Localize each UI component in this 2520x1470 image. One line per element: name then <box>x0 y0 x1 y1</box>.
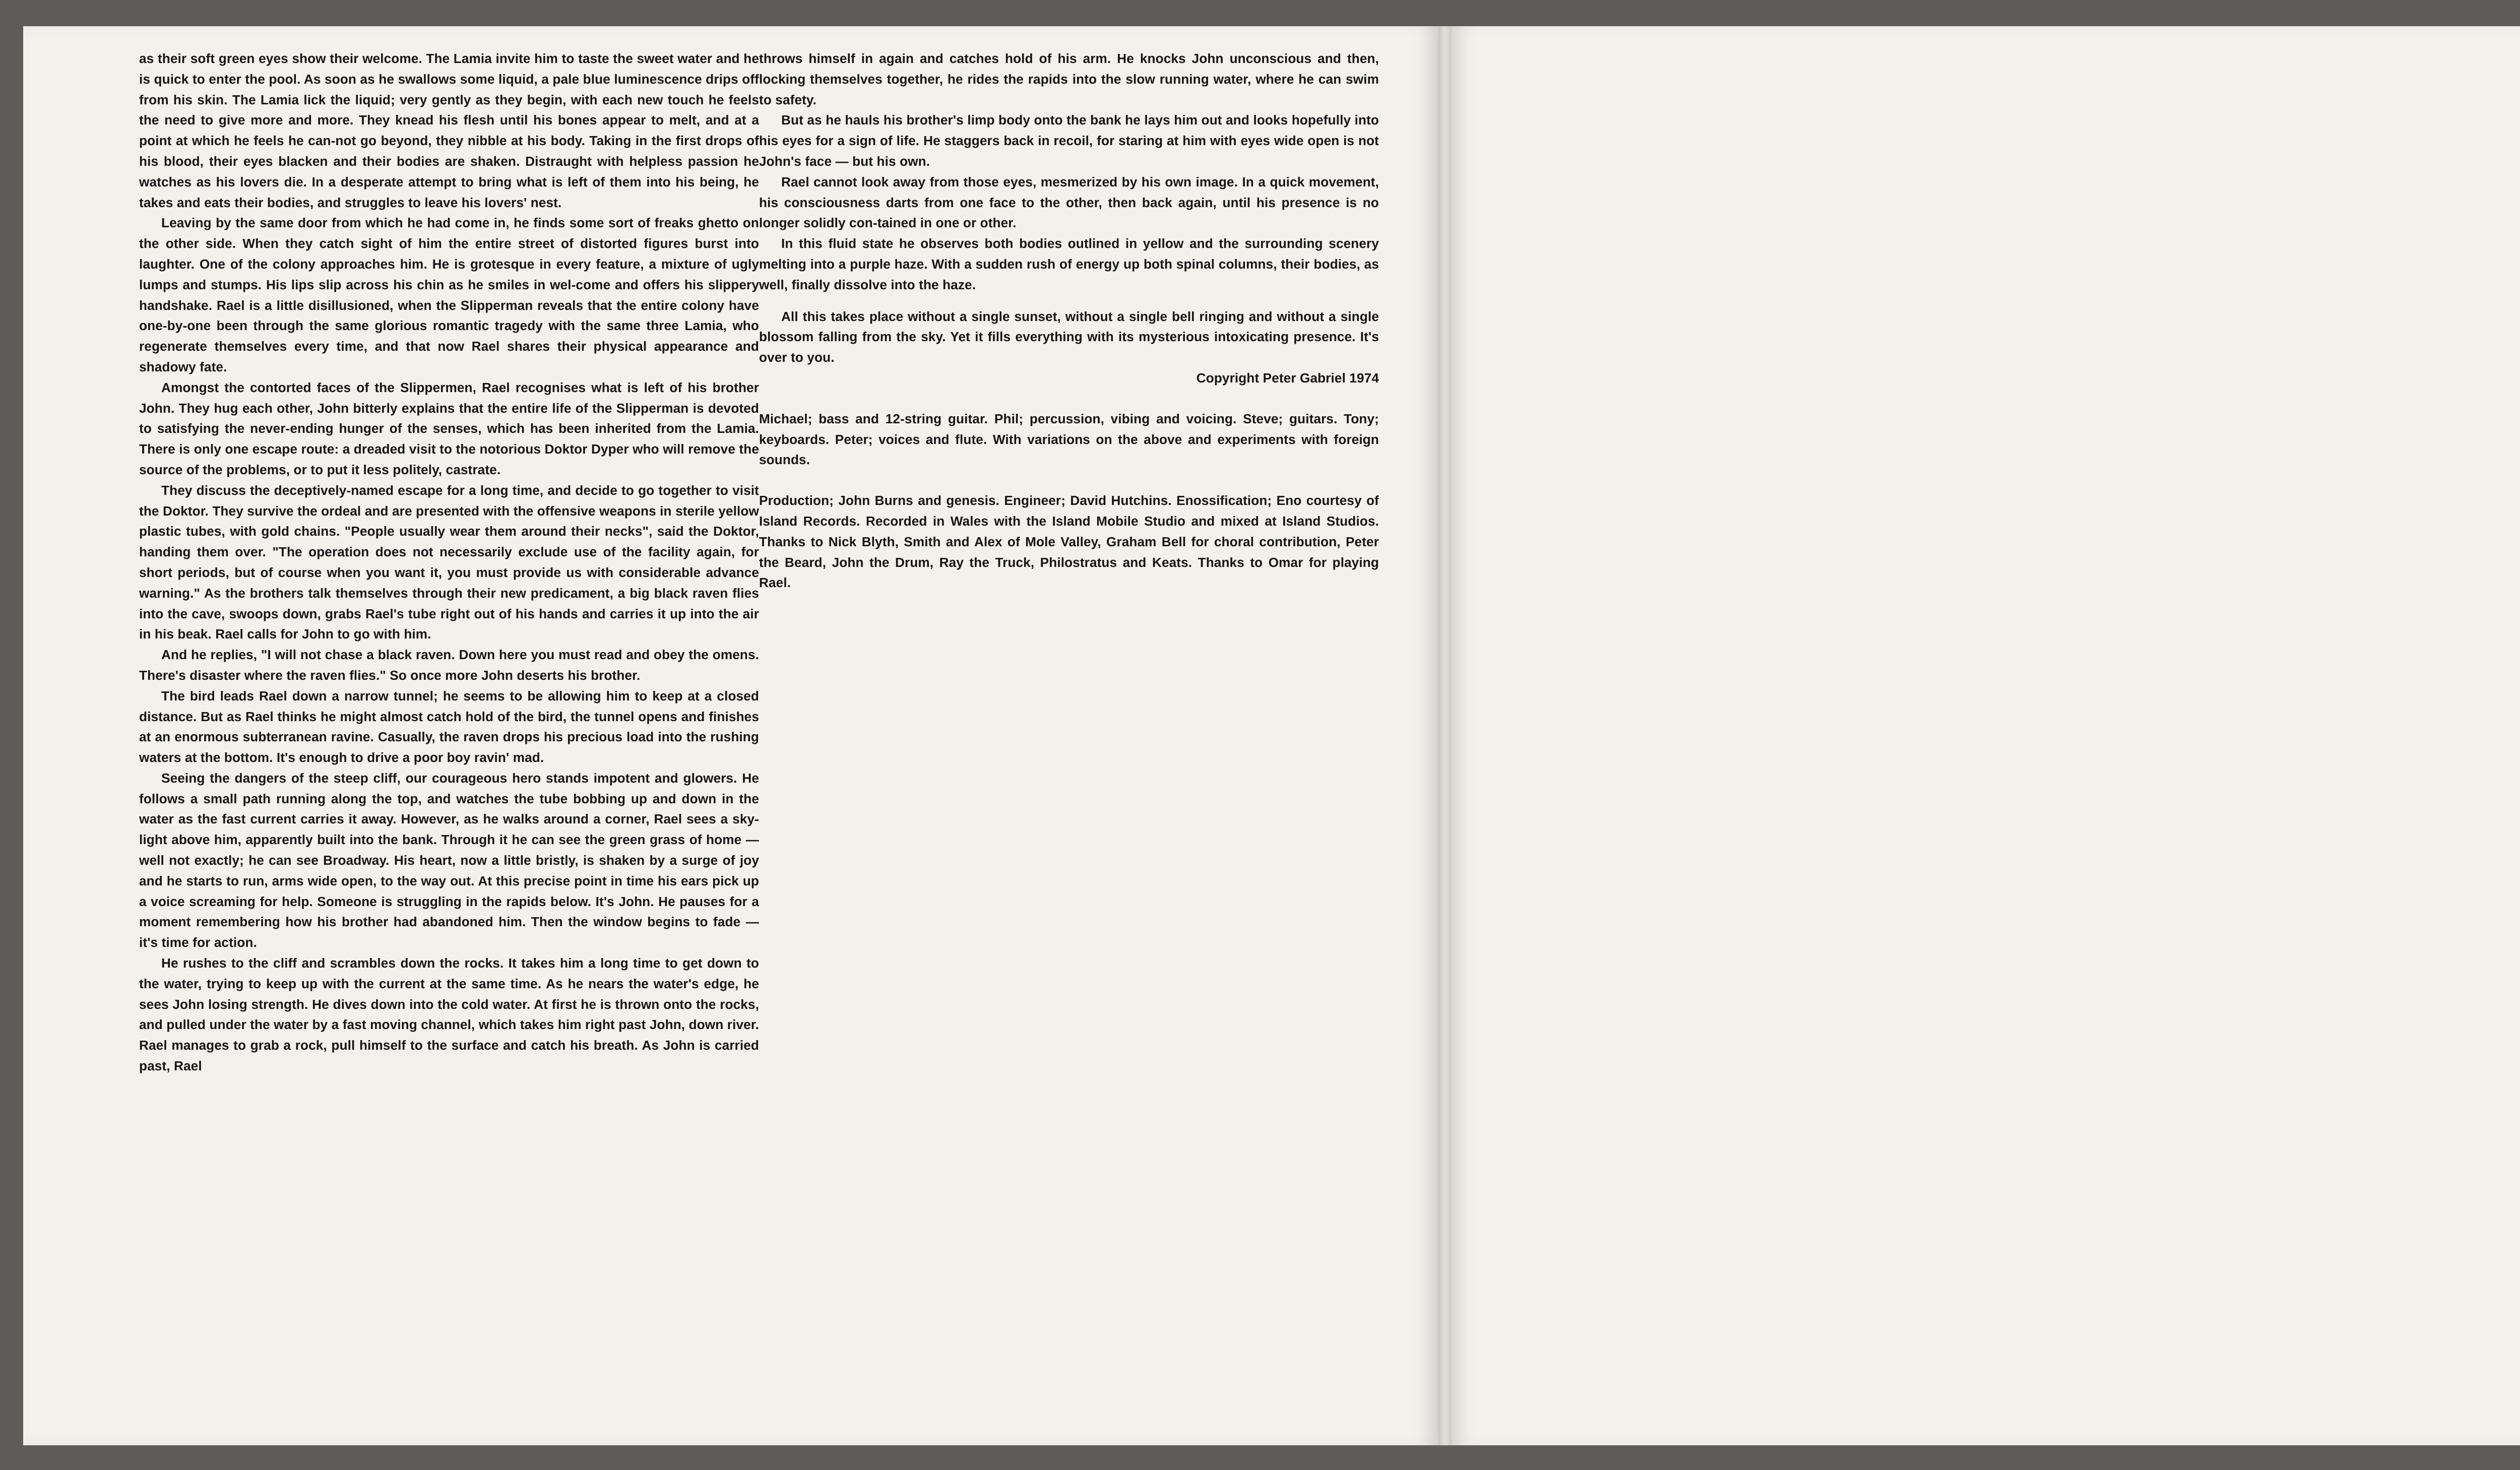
story-paragraph: And he replies, "I will not chase a black raven. Down here you must read and obey the omens. There's disaster where the raven flies." So once more John deserts his brother. <box>139 647 759 683</box>
story-paragraph: Amongst the contorted faces of the Slippermen, Rael recognises what is left of his brother John. They hug each other, John bitterly explains that the entire life of the Slipperman is devoted to satisfying the never-ending hunger of the senses, which has been inherited from the Lamia. There is only one escape route: a dreaded visit to the notorious Doktor Dyper who will remove the source of the problems, or to put it less politely, castrate. <box>139 379 759 477</box>
musicians-credits: Michael; bass and 12-string guitar. Phil; percussion, vibing and voicing. Steve; guitars. Tony; keyboards. Peter; voices and flute. With variations on the above and experiments with foreign sounds. <box>759 411 1379 468</box>
booklet-gutter <box>1438 26 1452 1445</box>
story-paragraph: In this fluid state he observes both bodies outlined in yellow and the surrounding scenery melting into a purple haze. With a sudden rush of energy up both spinal columns, their bodies, as well, finally dissolve into the haze. <box>759 236 1379 292</box>
copyright-line: Copyright Peter Gabriel 1974 <box>1196 370 1379 386</box>
story-paragraph: as their soft green eyes show their welcome. The Lamia invite him to taste the sweet water and he is quick to enter the pool. As soon as he swallows some liquid, a pale blue luminescence drips off from his skin. The Lamia lick the liquid; very gently as they begin, with each new touch he feels the need to give more and more. They knead his flesh until his bones appear to melt, and at a point at which he feels he can-not go beyond, they nibble at his body. Taking in the first drops of his blood, their eyes blacken and their bodies are shaken. Distraught with helpless passion he watches as his lovers die. In a desperate attempt to bring what is left of them into his being, he takes and eats their bodies, and struggles to leave his lovers' nest. <box>139 51 759 210</box>
story-paragraph: Rael cannot look away from those eyes, mesmerized by his own image. In a quick movement, his consciousness darts from one face to the other, then back again, until his presence is no longer solidly con-tained in one or other. <box>759 174 1379 231</box>
story-paragraph: But as he hauls his brother's limp body onto the bank he lays him out and looks hopefully into his eyes for a sign of life. He staggers back in recoil, for staring at him with eyes wide open is not John's face — but his own. <box>759 112 1379 169</box>
story-paragraph: Seeing the dangers of the steep cliff, our courageous hero stands impotent and glowers. He follows a small path running along the top, and watches the tube bobbing up and down in the water as the fast current carries it away. However, as he walks around a corner, Rael sees a sky-light above him, apparently built into the bank. Through it he can see the green grass of home — well not exactly; he can see Broadway. His heart, now a little bristly, is shaken by a surge of joy and he starts to run, arms wide open, to the way out. At this precise point in time his ears pick up a voice screaming for help. Someone is struggling in the rapids below. It's John. He pauses for a moment remembering how his brother had abandoned him. Then the window begins to fade — it's time for action. <box>139 770 759 950</box>
story-paragraph: They discuss the deceptively-named escape for a long time, and decide to go together to visit the Doktor. They survive the ordeal and are presented with the offensive weapons in sterile yellow plastic tubes, with gold chains. "People usually wear them around their necks", said the Doktor, handing them over. "The operation does not necessarily exclude use of the facility again, for short periods, but of course when you want it, you must provide us with considerable advance warning." As the brothers talk themselves through their new predicament, a big black raven flies into the cave, swoops down, grabs Rael's tube right out of his hands and carries it up into the air in his beak. Rael calls for John to go with him. <box>139 482 759 642</box>
story-column-2 <box>759 48 1379 593</box>
story-paragraph: All this takes place without a single sunset, without a single bell ringing and without a single blossom falling from the sky. Yet it fills everything with its mysterious intoxicating presence. It's over to you. <box>759 308 1379 365</box>
left-page <box>23 26 1438 1445</box>
story-column-1 <box>139 48 759 1076</box>
right-page <box>1452 26 2520 1445</box>
production-credits: Production; John Burns and genesis. Engineer; David Hutchins. Enossification; Eno courtesy of Island Records. Recorded in Wales with the Island Mobile Studio and mixed at Island Studios. Thanks to Nick Blyth, Smith and Alex of Mole Valley, Graham Bell for choral contribution, Peter the Beard, John the Drum, Ray the Truck, Philostratus and Keats. Thanks to Omar for playing Rael. <box>759 493 1379 591</box>
story-paragraph: Leaving by the same door from which he had come in, he finds some sort of freaks ghetto on the other side. When they catch sight of him the entire street of distorted figures burst into laughter. One of the colony approaches him. He is grotesque in every feature, a mixture of ugly lumps and stumps. His lips slip across his chin as he smiles in wel-come and offers his slippery handshake. Rael is a little disillusioned, when the Slipperman reveals that the entire colony have one-by-one been through the same glorious romantic tragedy with the same three Lamia, who regenerate themselves every time, and that now Rael shares their physical appearance and shadowy fate. <box>139 215 759 374</box>
story-paragraph: The bird leads Rael down a narrow tunnel; he seems to be allowing him to keep at a closed distance. But as Rael thinks he might almost catch hold of the bird, the tunnel opens and finishes at an enormous subterranean ravine. Casually, the raven drops his precious load into the rushing waters at the bottom. It's enough to drive a poor boy ravin' mad. <box>139 688 759 765</box>
story-paragraph: throws himself in again and catches hold of his arm. He knocks John unconscious and then, locking themselves together, he rides the rapids into the slow running water, where he can swim to safety. <box>759 51 1379 107</box>
story-paragraph: He rushes to the cliff and scrambles down the rocks. It takes him a long time to get down to the water, trying to keep up with the current at the same time. As he nears the water's edge, he sees John losing strength. He dives down into the cold water. At first he is thrown onto the rocks, and pulled under the water by a fast moving channel, which takes him right past John, down river. Rael manages to grab a rock, pull himself to the surface and catch his breath. As John is carried past, Rael <box>139 955 759 1074</box>
